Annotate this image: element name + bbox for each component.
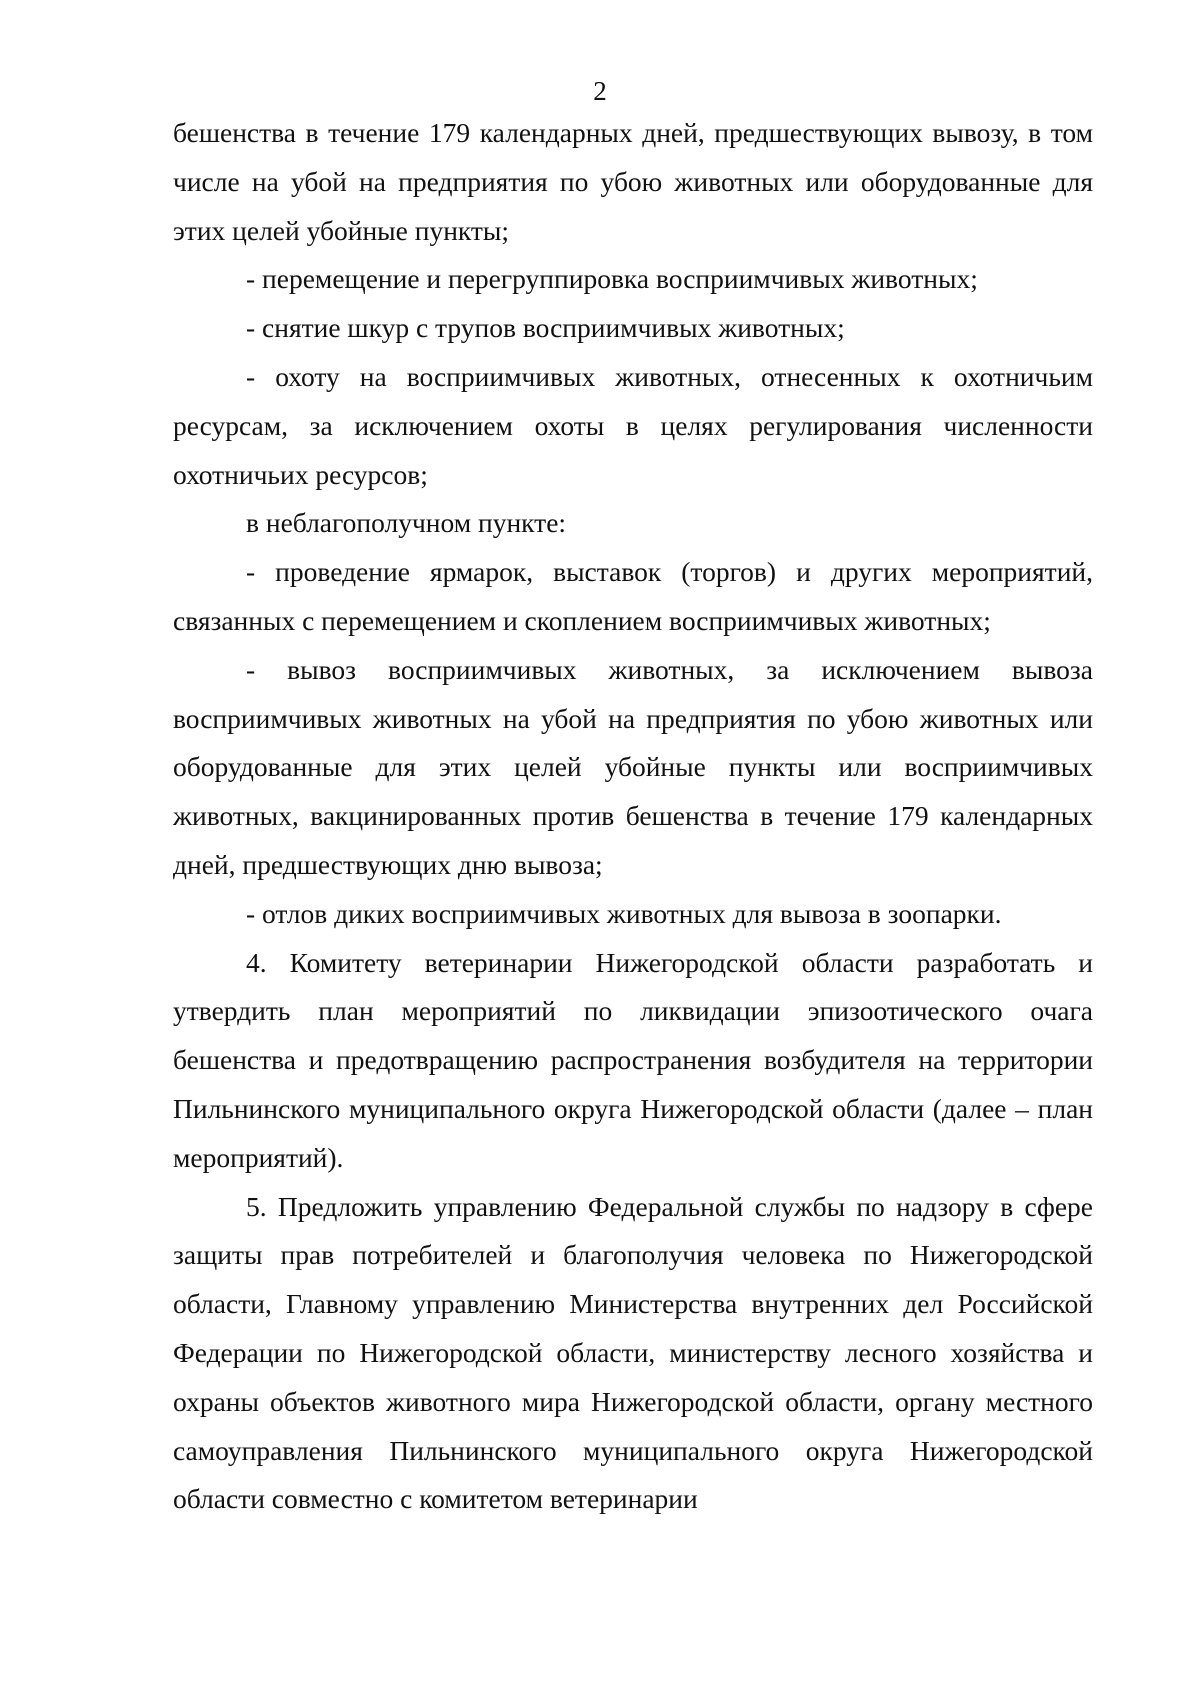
list-item-fairs: - проведение ярмарок, выставок (торгов) и других мероприятий, связанных с перемещением и скоплением восприимчивых животных; [173, 556, 1093, 636]
list-item-regrouping: - перемещение и перегруппировка восприимчивых животных; [246, 263, 978, 295]
page-number: 2 [593, 76, 607, 106]
paragraph-item-4: 4. Комитету ветеринарии Нижегородской области разработать и утвердить план мероприятий по ликвидации эпизоотического очага бешенства и предотвращению распространения возбудителя на территории Пильнинского муниципального округа Нижегородской области (далее – план мероприятий). [173, 946, 1093, 1173]
paragraph-item-5: 5. Предложить управлению Федеральной службы по надзору в сфере защиты прав потребителей и благополучия человека по Нижегородской области, Главному управлению Министерства внутренних дел Российской Федерации по Нижегородской области, министерству лесного хозяйства и охраны объектов животного мира Нижегородской области, органу местного самоуправления Пильнинского муниципального округа Нижегородской области совместно с комитетом ветеринарии [173, 1190, 1093, 1515]
list-item-export: - вывоз восприимчивых животных, за исключением вывоза восприимчивых животных на убой на предприятия по убою животных или оборудованные для этих целей убойные пункты или восприимчивых животных, вакцинированных против бешенства в течение 179 календарных дней, предшествующих дню вывоза; [173, 653, 1093, 880]
paragraph-subheading: в неблагополучном пункте: [246, 507, 567, 539]
list-item-trapping: - отлов диких восприимчивых животных для вывоза в зоопарки. [246, 897, 1002, 929]
list-item-hunting: - охоту на восприимчивых животных, отнесенных к охотничьим ресурсам, за исключением охоты в целях регулирования численности охотничьих ресурсов; [173, 360, 1093, 490]
document-body [173, 109, 1093, 1524]
list-item-skinning: - снятие шкур с трупов восприимчивых животных; [246, 312, 845, 344]
paragraph-continuation: бешенства в течение 179 календарных дней, предшествующих вывозу, в том числе на убой на предприятия по убою животных или оборудованные для этих целей убойные пункты; [173, 117, 1093, 246]
